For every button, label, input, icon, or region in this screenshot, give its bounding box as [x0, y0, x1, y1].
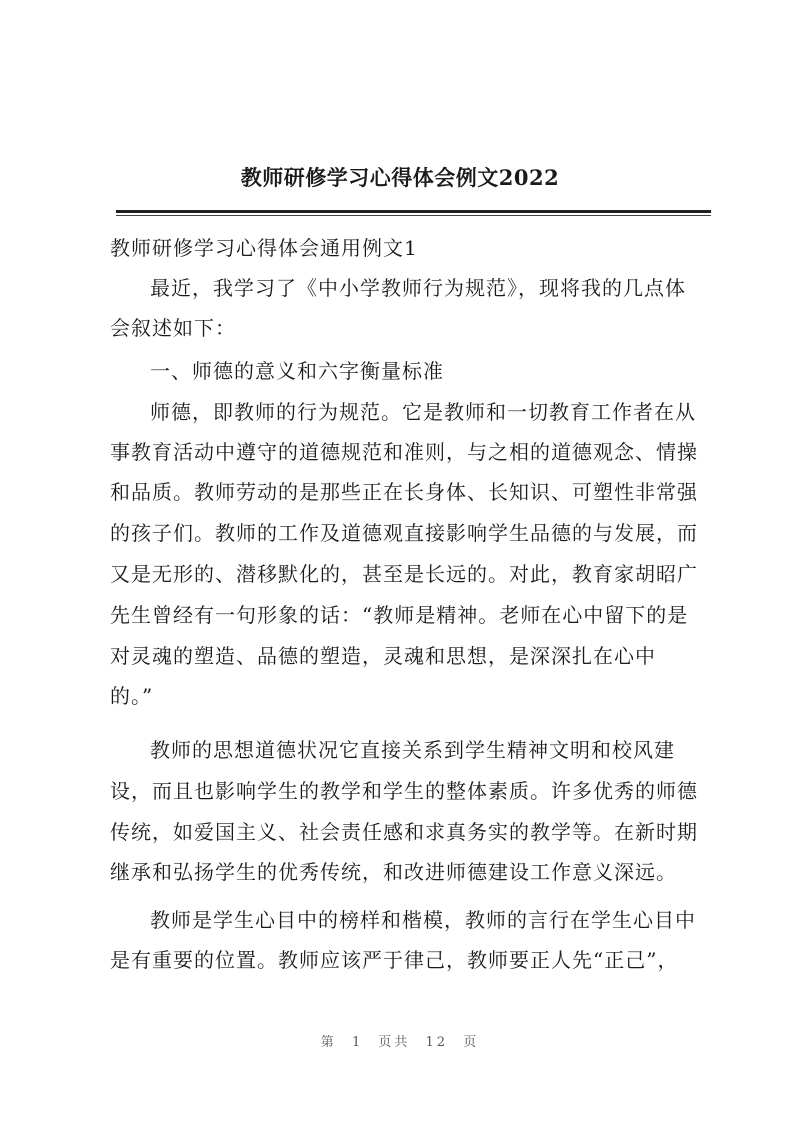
paragraph-line: 和品质。教师劳动的是那些正在长身体、长知识、可塑性非常强: [110, 480, 698, 504]
paragraph-line: 又是无形的、潜移默化的，甚至是长远的。对此，教育家胡昭广: [110, 562, 698, 586]
section-heading: 教师研修学习心得体会通用例文1: [110, 236, 418, 260]
paragraph-line: 先生曾经有一句形象的话：“教师是精神。老师在心中留下的是: [110, 603, 689, 627]
page-footer: [0, 1031, 800, 1050]
paragraph-line: 教师是学生心目中的榜样和楷模，教师的言行在学生心目中: [150, 908, 696, 932]
paragraph-line: 传统，如爱国主义、社会责任感和求真务实的教学等。在新时期: [110, 820, 698, 844]
title-divider-thick: [116, 210, 711, 213]
subheading: 一、师德的意义和六字衡量标准: [150, 359, 444, 383]
paragraph-line: 师德，即教师的行为规范。它是教师和一切教育工作者在从: [150, 400, 696, 424]
footer-page-number: 1: [351, 1035, 364, 1050]
title-divider-thin: [116, 215, 711, 216]
paragraph-line: 最近，我学习了《中小学教师行为规范》，现将我的几点体: [150, 276, 686, 300]
paragraph-line: 对灵魂的塑造、品德的塑造，灵魂和思想，是深深扎在心中: [110, 644, 656, 668]
paragraph-line: 的孩子们。教师的工作及道德观直接影响学生品德的与发展，而: [110, 521, 698, 545]
footer-total-pages: 12: [425, 1035, 449, 1050]
paragraph-line: 是有重要的位置。教师应该严于律己，教师要正人先“正己”，: [110, 948, 679, 972]
paragraph-line: 的。”: [110, 684, 154, 708]
footer-prefix: 第: [320, 1035, 337, 1050]
paragraph-line: 事教育活动中遵守的道德规范和准则，与之相的道德观念、情操: [110, 440, 698, 464]
paragraph-line: 会叙述如下：: [110, 316, 236, 340]
paragraph-line: 教师的思想道德状况它直接关系到学生精神文明和校风建: [150, 738, 675, 762]
paragraph-line: 设，而且也影响学生的教学和学生的整体素质。许多优秀的师德: [110, 779, 698, 803]
document-title: 教师研修学习心得体会例文2022: [240, 165, 560, 190]
paragraph-line: 继承和弘扬学生的优秀传统，和改进师德建设工作意义深远。: [110, 860, 677, 884]
footer-middle: 页共: [378, 1035, 411, 1050]
footer-suffix: 页: [463, 1035, 480, 1050]
